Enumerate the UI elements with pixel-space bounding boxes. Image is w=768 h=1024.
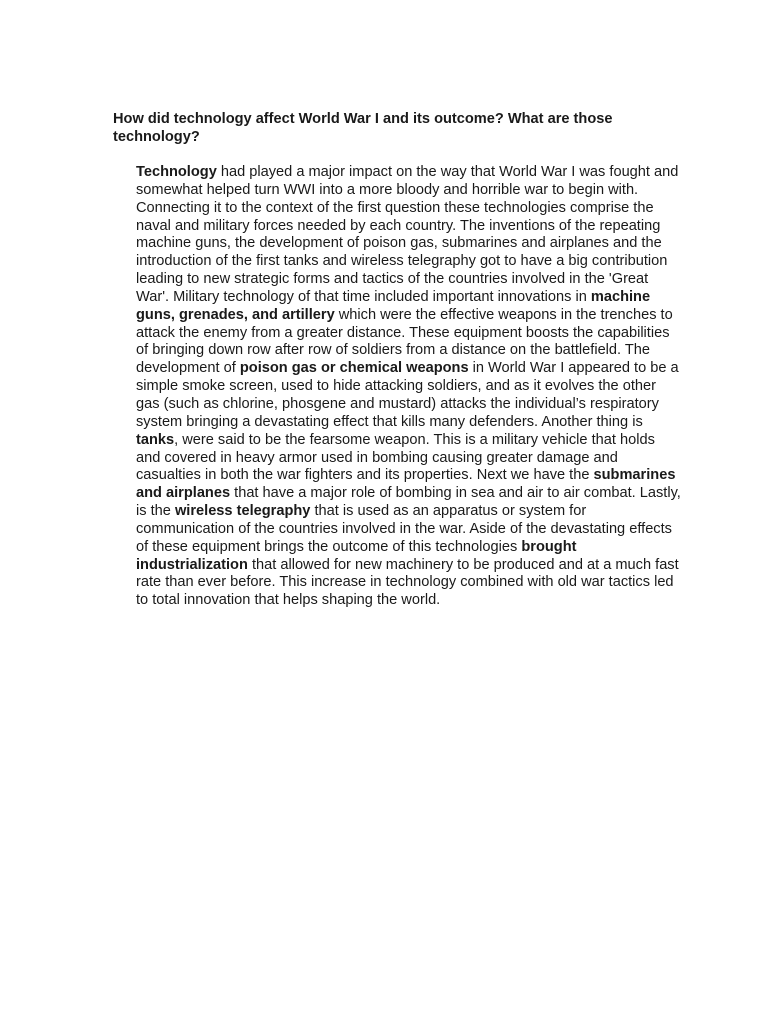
- bold-term-wireless-telegraphy: wireless telegraphy: [174, 503, 311, 520]
- bold-term-submarines-airplanes: submarines and airplanes: [136, 467, 676, 502]
- answer-text-5: that have a major role of bombing in sea and air to air combat. Lastly, is the: [136, 485, 681, 520]
- bold-term-poison-gas: poison gas or chemical weapons: [239, 360, 469, 377]
- bold-term-tanks: tanks: [136, 431, 175, 448]
- answer-text-1: had played a major impact on the way that World War I was fought and somewhat helped turn WWI into a more bloody and horrible war to begin with. Connecting it to the context of the first question these technologies comprise the naval and military forces needed by each country. The inventions of the repeating machine guns, the development of poison gas, submarines and airplanes and the introduction of the first tanks and wireless telegraphy got to have a big contribution leading to new strategic forms and tactics of the countries involved in the 'Great War'. Military technology of that time included important innovations in: [136, 164, 679, 305]
- answer-paragraph: [136, 164, 681, 610]
- answer-text-7: that allowed for new machinery to be produced and at a much fast rate than ever before. This increase in technology combined with old war tactics led to total innovation that helps shaping the world.: [136, 556, 679, 609]
- answer-text-4: , were said to be the fearsome weapon. This is a military vehicle that holds and covered in heavy armor used in bombing causing greater damage and casualties in both the war fighters and its properties. Next we have the: [136, 431, 655, 484]
- question-heading: How did technology affect World War I and its outcome? What are those technology?: [113, 111, 613, 145]
- answer-text-3: in World War I appeared to be a simple smoke screen, used to hide attacking soldiers, and as it evolves the other gas (such as chlorine, phosgene and mustard) attacks the individual’s respiratory system bringing a devastating effect that kills many defenders. Another thing is: [136, 360, 679, 430]
- answer-text-2: which were the effective weapons in the trenches to attack the enemy from a greater distance. These equipment boosts the capabilities of bringing down row after row of soldiers from a distance on the battlefield. The development of: [136, 306, 673, 377]
- answer-text-6: that is used as an apparatus or system for communication of the countries involved in the war. Aside of the devastating effects of these equipment brings the outcome of this technologies: [136, 503, 672, 555]
- bold-term-machine-guns: machine guns, grenades, and artillery: [136, 288, 651, 323]
- bold-term-industrialization: brought industrialization: [136, 538, 577, 573]
- bold-term-technology: Technology: [136, 164, 217, 180]
